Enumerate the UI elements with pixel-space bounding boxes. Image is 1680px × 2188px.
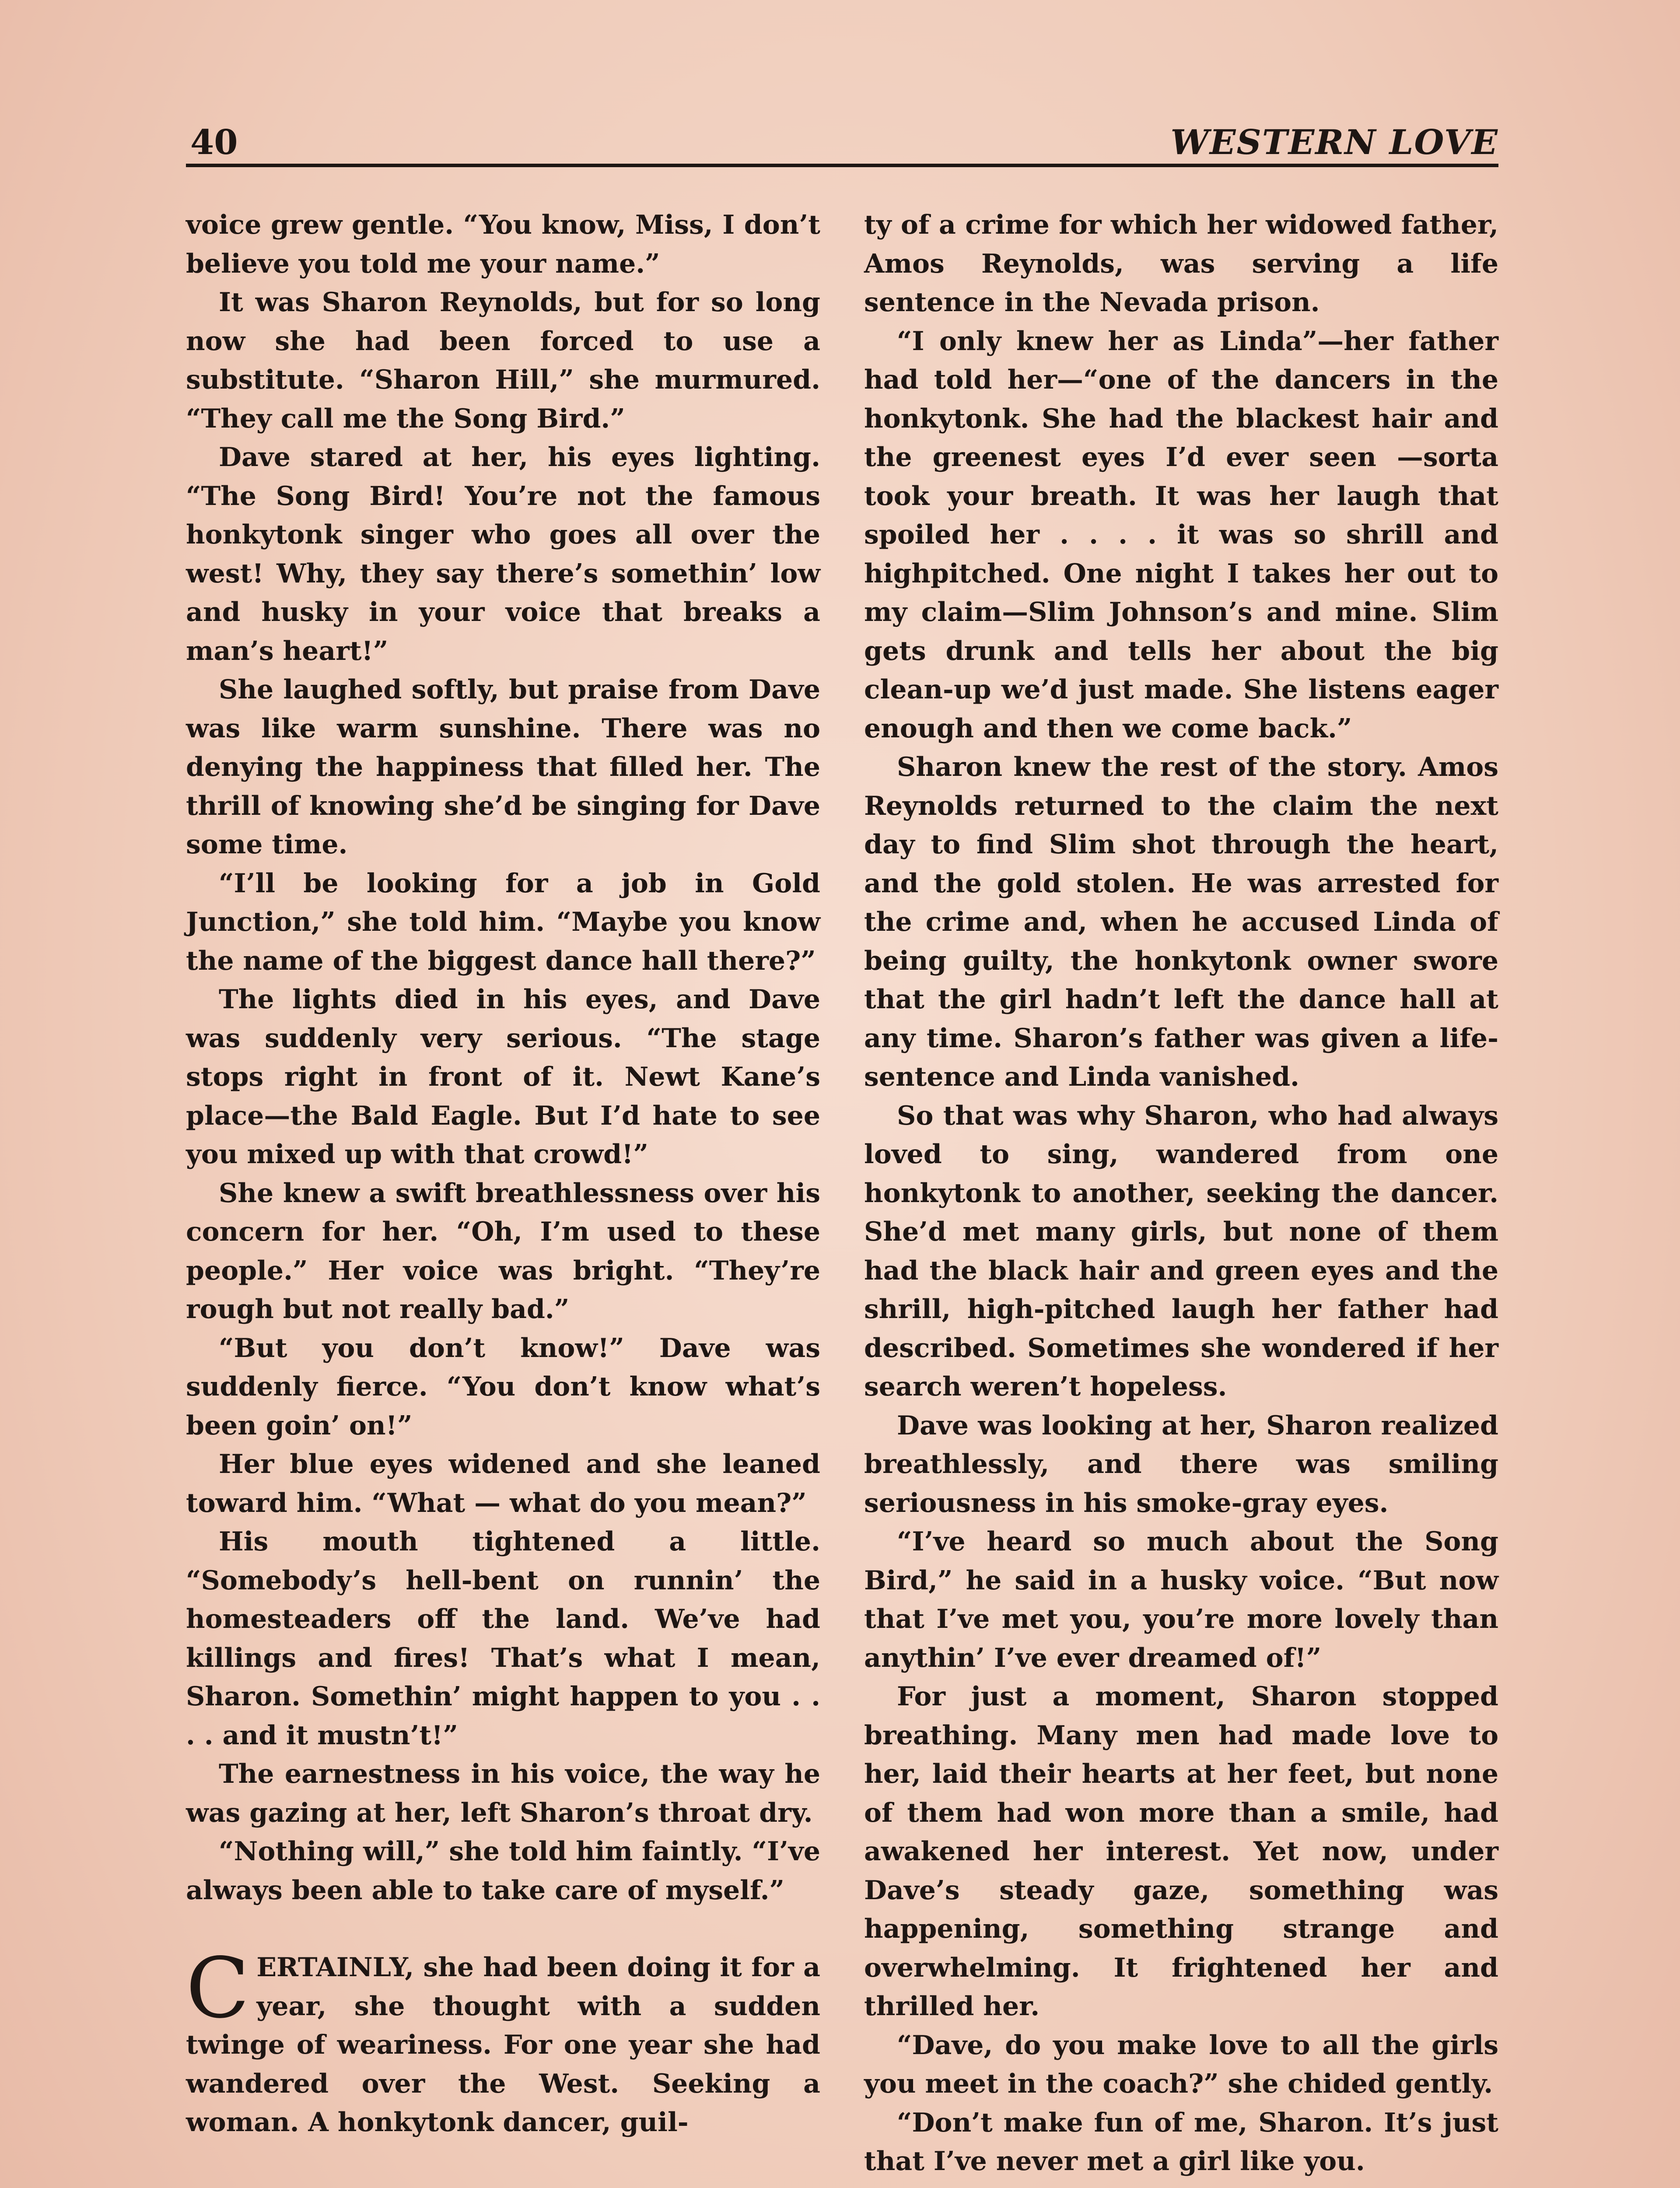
paragraph: The earnestness in his voice, the way he was gazing at her, left Sharon’s throat dry. — [186, 1759, 820, 1828]
paragraph: She knew a swift breathlessness over his concern for her. “Oh, I’m used to these people.” Her voice was bright. “They’re rough but not really bad.” — [186, 1178, 820, 1325]
paragraph: “Dave, do you make love to all the girls you meet in the coach?” she chided gently. — [864, 2030, 1498, 2099]
drop-cap: C — [186, 1940, 250, 2037]
page-number: 40 — [190, 123, 238, 162]
paragraph: “I’ve heard so much about the Song Bird,” he said in a husky voice. “But now that I’ve met you, you’re more lovely than anythin’ I’ve ever dreamed of!” — [864, 1526, 1498, 1673]
paragraph: voice grew gentle. “You know, Miss, I don’t believe you told me your name.” — [186, 210, 820, 279]
right-column — [864, 206, 1498, 2181]
paragraph: Her blue eyes widened and she leaned toward him. “What — what do you mean?” — [186, 1449, 820, 1518]
page-header — [186, 118, 1498, 171]
paragraph: So that was why Sharon, who had always loved to sing, wandered from one honkytonk to another, seeking the dancer. She’d met many girls, but none of them had the black hair and green eyes and the shrill, high-pitched laugh her father had described. Sometimes she wondered if her search weren’t hopeless. — [864, 1100, 1498, 1402]
paragraph: “I’ll be looking for a job in Gold Junction,” she told him. “Maybe you know the name of the biggest dance hall there?” — [186, 868, 820, 976]
section-paragraph — [186, 1940, 820, 2142]
paragraph: “Don’t make fun of me, Sharon. It’s just that I’ve never met a girl like you. — [864, 2107, 1498, 2177]
paragraph: She laughed softly, but praise from Dave was like warm sunshine. There was no denying the happiness that filled her. The thrill of knowing she’d be singing for Dave some time. — [186, 674, 820, 860]
paragraph: It was Sharon Reynolds, but for so long now she had been forced to use a substitute. “Sharon Hill,” she murmured. “They call me the Song Bird.” — [186, 287, 820, 434]
header-rule — [186, 164, 1498, 167]
paragraph: ty of a crime for which her widowed father, Amos Reynolds, was serving a life sentence in the Nevada prison. — [864, 210, 1498, 318]
paragraph: His mouth tightened a little. “Somebody’s hell-bent on runnin’ the homesteaders off the land. We’ve had killings and fires! That’s what I mean, Sharon. Somethin’ might happen to you . . . . and it mustn’t!” — [186, 1526, 820, 1751]
paragraph: “I only knew her as Linda”—her father had told her—“one of the dancers in the honkytonk. She had the blackest hair and the greenest eyes I’d ever seen —sorta took your breath. It was her laugh that spoiled her . . . . it was so shrill and highpitched. One night I takes her out to my claim—Slim Johnson’s and mine. Slim gets drunk and tells her about the big clean-up we’d just made. She listens eager enough and then we come back.” — [864, 326, 1498, 744]
paragraph: Dave was looking at her, Sharon realized breathlessly, and there was smiling seriousness in his smoke-gray eyes. — [864, 1410, 1498, 1518]
paragraph: “But you don’t know!” Dave was suddenly fierce. “You don’t know what’s been goin’ on!” — [186, 1332, 820, 1441]
paragraph: “Nothing will,” she told him faintly. “I’ve always been able to take care of myself.” — [186, 1836, 820, 1906]
paragraph: The lights died in his eyes, and Dave was suddenly very serious. “The stage stops right in front of it. Newt Kane’s place—the Bald Eagle. But I’d hate to see you mixed up with that crowd!” — [186, 984, 820, 1170]
paragraph: Sharon knew the rest of the story. Amos Reynolds returned to the claim the next day to find Slim shot through the heart, and the gold stolen. He was arrested for the crime and, when he accused Linda of being guilty, the honkytonk owner swore that the girl hadn’t left the dance hall at any time. Sharon’s father was given a life-sentence and Linda vanished. — [864, 752, 1498, 1092]
paragraph: For just a moment, Sharon stopped breathing. Many men had made love to her, laid their hearts at her feet, but none of them had won more than a smile, had awakened her interest. Yet now, under Dave’s steady gaze, something was happening, something strange and overwhelming. It frightened her and thrilled her. — [864, 1681, 1498, 2022]
section-text: ERTAINLY, she had been doing it for a year, she thought with a sudden twinge of weariness. For one year she had wandered over the West. Seeking a woman. A honkytonk dancer, guil- — [186, 1952, 820, 2138]
paragraph: Dave stared at her, his eyes lighting. “The Song Bird! You’re not the famous honkytonk singer who goes all over the west! Why, they say there’s somethin’ low and husky in your voice that breaks a man’s heart!” — [186, 442, 820, 666]
left-column — [186, 206, 820, 2142]
running-title: WESTERN LOVE — [1170, 123, 1498, 162]
